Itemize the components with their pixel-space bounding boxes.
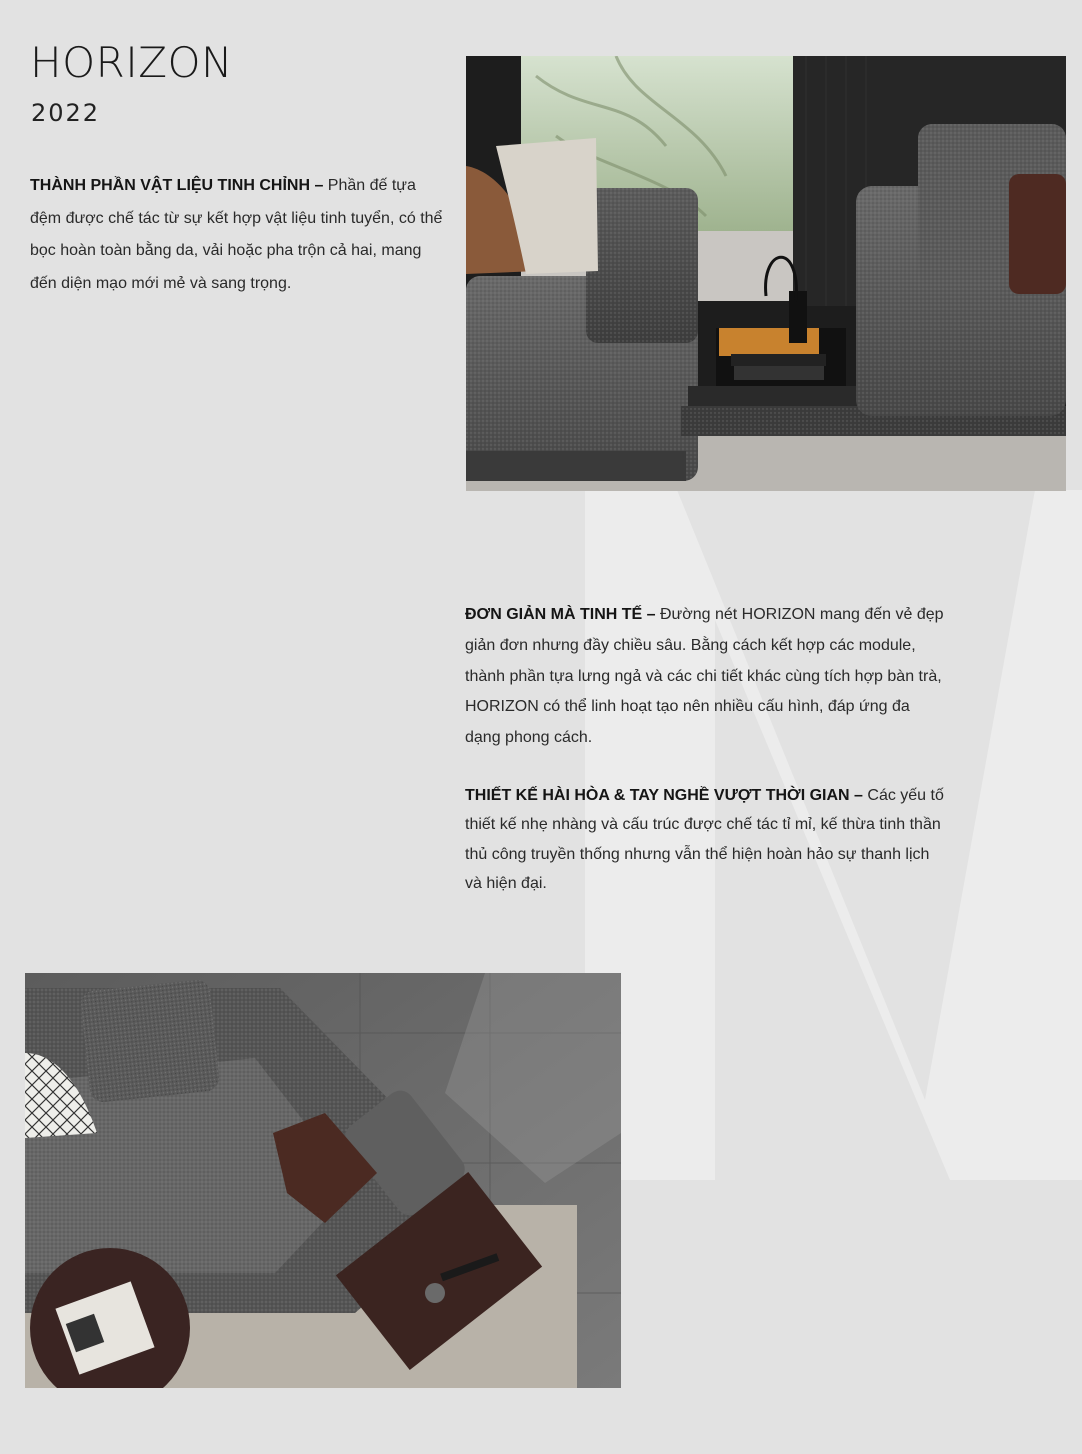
section-material (30, 170, 450, 300)
section-simplicity (465, 600, 945, 754)
section-heading: THÀNH PHẦN VẬT LIỆU TINH CHỈNH – (30, 177, 324, 194)
sofa-photo-aerial (25, 973, 621, 1388)
section-craftsmanship (465, 781, 945, 898)
section-heading: THIẾT KẾ HÀI HÒA & TAY NGHỀ VƯỢT THỜI GIAN – (465, 787, 863, 804)
sofa-photo-front (466, 56, 1066, 491)
section-body: Các yếu tố thiết kế nhẹ nhàng và cấu trúc được chế tác tỉ mỉ, kế thừa tinh thần thủ công truyền thống nhưng vẫn thể hiện hoàn hảo sự thanh lịch và hiện đại. (465, 787, 944, 892)
page-title: HORIZON (30, 38, 233, 87)
section-heading: ĐƠN GIẢN MÀ TINH TẾ – (465, 606, 656, 623)
section-body: Phần đế tựa đệm được chế tác từ sự kết hợp vật liệu tinh tuyển, có thể bọc hoàn toàn bằng da, vải hoặc pha trộn cả hai, mang đến diện mạo mới mẻ và sang trọng. (30, 177, 443, 292)
section-body: Đường nét HORIZON mang đến vẻ đẹp giản đơn nhưng đầy chiều sâu. Bằng cách kết hợp các module, thành phần tựa lưng ngả và các chi tiết khác cùng tích hợp bàn trà, HORIZON có thể linh hoạt tạo nên nhiều cấu hình, đáp ứng đa dạng phong cách. (465, 606, 944, 747)
year-label: 2022 (31, 99, 101, 127)
